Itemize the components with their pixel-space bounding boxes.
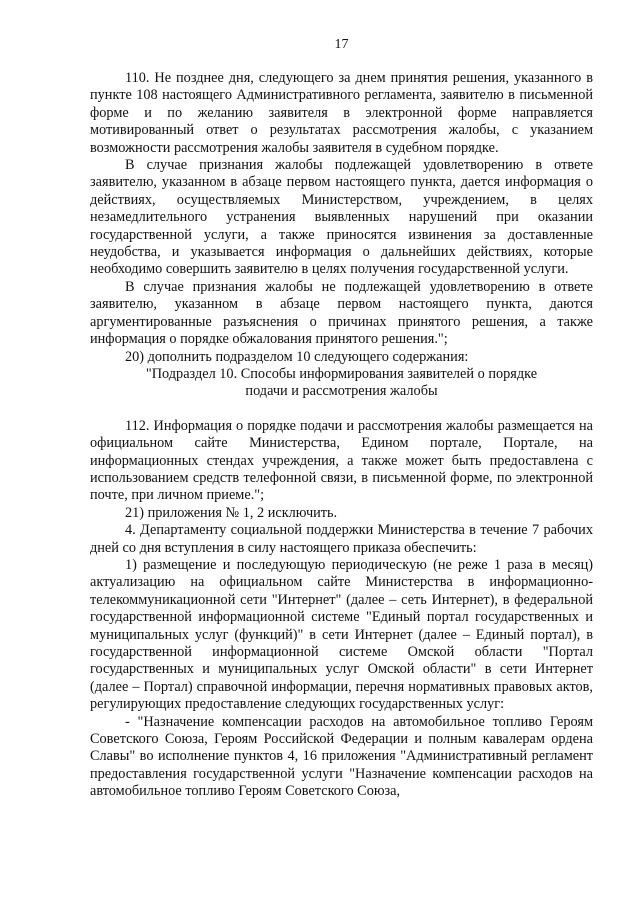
paragraph-item-1-placement: 1) размещение и последующую периодическую (не реже 1 раза в месяц) актуализацию на официальном сайте Министерства в информационно-телекоммуникационной сети "Интернет" (далее – сеть Интернет), в федеральной государственной информационной системе "Единый портал государственных и муниципальных услуг (функций)" в сети Интернет (далее – Единый портал), в государственной информационной системе Омской области "Портал государственных и муниципальных услуг Омской области" в сети Интернет (далее – Портал) справочной информации, перечня нормативных правовых актов, регулирующих предоставление следующих государственных услуг:	[90, 556, 593, 713]
paragraph-section-4: 4. Департаменту социальной поддержки Министерства в течение 7 рабочих дней со дня вступления в силу настоящего приказа обеспечить:	[90, 522, 593, 556]
paragraph-item-20: 20) дополнить подразделом 10 следующего содержания:	[125, 348, 469, 365]
paragraph-satisfied-complaint: В случае признания жалобы подлежащей удовлетворению в ответе заявителю, указанном в абзаце первом настоящего пункта, дается информация о действиях, осуществляемых Министерством, учреждением, в целях незамедлительного устранения выявленных нарушений при оказании государственной услуги, а также приносятся извинения за доставленные неудобства, и указывается информация о дальнейших действиях, которые необходимо совершить заявителю в целях получения государственной услуги.	[90, 157, 593, 278]
paragraph-service-list-item: - "Назначение компенсации расходов на автомобильное топливо Героям Советского Союза, Героям Российской Федерации и полным кавалерам ордена Славы" во исполнение пунктов 4, 16 приложения "Административный регламент предоставления государственной услуги "Назначение компенсации расходов на автомобильное топливо Героям Советского Союза,	[90, 713, 593, 800]
subsection-heading-line-2: подачи и рассмотрения жалобы	[245, 383, 438, 400]
paragraph-rejected-complaint: В случае признания жалобы не подлежащей удовлетворению в ответе заявителю, указанном в абзаце первом настоящего пункта, даются аргументированные разъяснения о причинах принятого решения, а также информация о порядке обжалования принятого решения.";	[90, 278, 593, 348]
spacer	[90, 401, 593, 418]
paragraph-112: 112. Информация о порядке подачи и рассмотрения жалобы размещается на официальном сайте Министерства, Едином портале, Портале, на информационных стендах учреждения, а также может быть предоставлена с использованием средств телефонной связи, в письменной форме, по электронной почте, при личном приеме.";	[90, 417, 593, 504]
page-number: 17	[334, 37, 349, 52]
paragraph-item-21: 21) приложения № 1, 2 исключить.	[125, 504, 338, 521]
subsection-heading-line-1: "Подраздел 10. Способы информирования заявителей о порядке	[145, 365, 538, 382]
document-body	[90, 70, 593, 801]
paragraph-110: 110. Не позднее дня, следующего за днем принятия решения, указанного в пункте 108 настоящего Административного регламента, заявителю в письменной форме и по желанию заявителя в электронной форме направляется мотивированный ответ о результатах рассмотрения жалобы, с указанием возможности рассмотрения жалобы заявителя в судебном порядке.	[90, 70, 593, 156]
